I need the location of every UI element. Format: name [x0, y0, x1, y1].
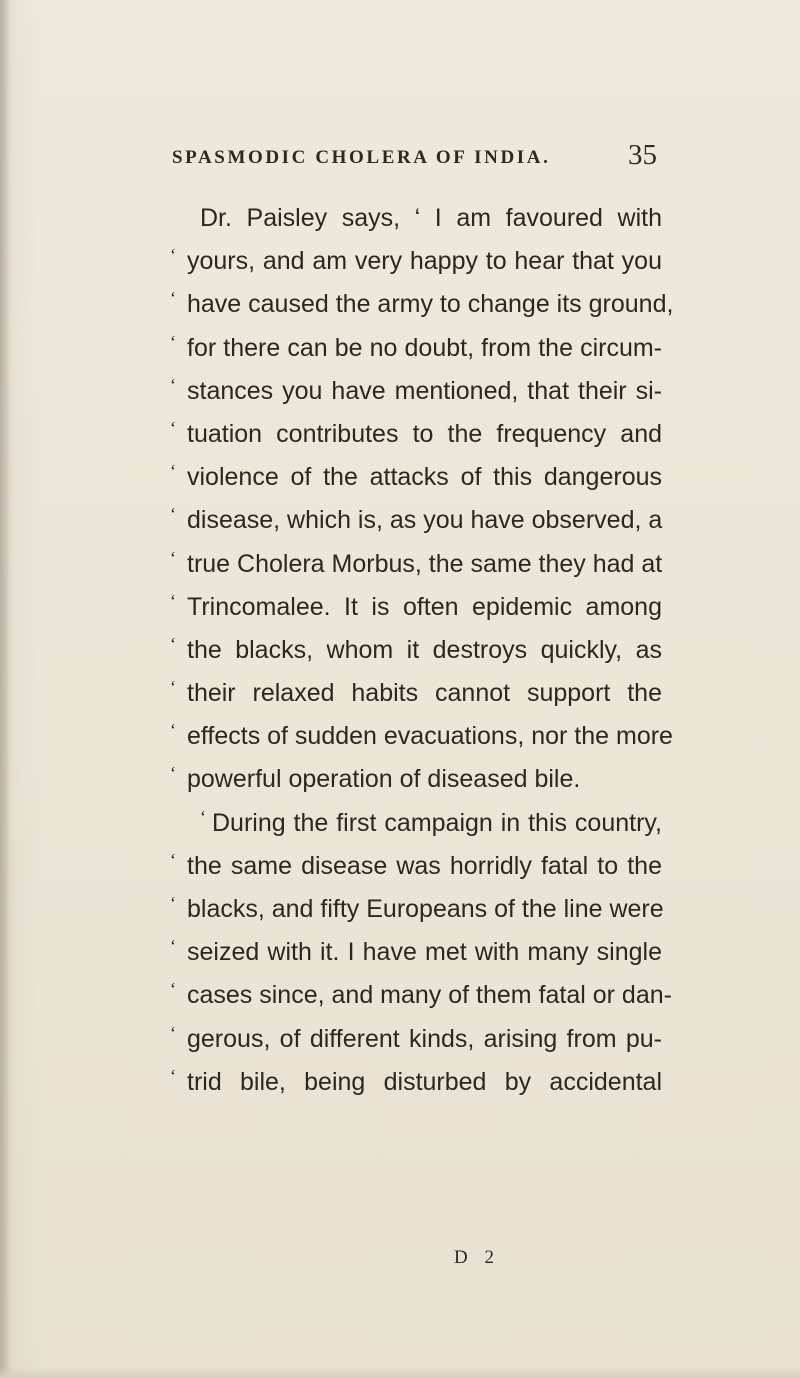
body-text [170, 197, 674, 1104]
text-line: ‘ disease, which is, as you have observed, a [170, 504, 663, 535]
running-title: SPASMODIC CHOLERA OF INDIA. [172, 147, 551, 168]
text-line: ‘ true Cholera Morbus, the same they had at [170, 547, 663, 578]
text-line: ‘ the blacks, whom it destroys quickly, as [170, 633, 662, 664]
page-header [172, 139, 657, 177]
text-line: ‘ have caused the army to change its ground, [170, 288, 674, 319]
text-line: ‘ powerful operation of diseased bile. [170, 763, 581, 794]
page-number: 35 [628, 139, 657, 171]
text-line: ‘ violence of the attacks of this dangerous [170, 461, 662, 492]
text-line: Dr. Paisley says, ‘ I am favoured with [200, 204, 662, 232]
text-line: ‘ for there can be no doubt, from the circum- [170, 331, 662, 362]
signature-mark: D 2 [454, 1247, 500, 1268]
text-line: ‘ gerous, of different kinds, arising from pu- [170, 1022, 662, 1053]
text-line: ‘ During the first campaign in this country, [200, 806, 662, 837]
text-line: ‘ effects of sudden evacuations, nor the more [170, 720, 673, 751]
page-edge [0, 1366, 800, 1378]
text-line: ‘ trid bile, being disturbed by accidental [170, 1065, 662, 1096]
text-line: ‘ tuation contributes to the frequency and [170, 417, 662, 448]
text-line: ‘ yours, and am very happy to hear that you [170, 245, 662, 276]
text-line: ‘ Trincomalee. It is often epidemic among [170, 590, 662, 621]
spine-shadow [0, 0, 10, 1378]
text-line: ‘ cases since, and many of them fatal or dan- [170, 979, 672, 1010]
text-line: ‘ their relaxed habits cannot support the [170, 677, 662, 708]
text-line: ‘ stances you have mentioned, that their si- [170, 374, 662, 405]
text-line: ‘ blacks, and fifty Europeans of the line were [170, 893, 664, 923]
text-line: ‘ the same disease was horridly fatal to the [170, 849, 662, 880]
text-line: ‘ seized with it. I have met with many single [170, 936, 662, 967]
